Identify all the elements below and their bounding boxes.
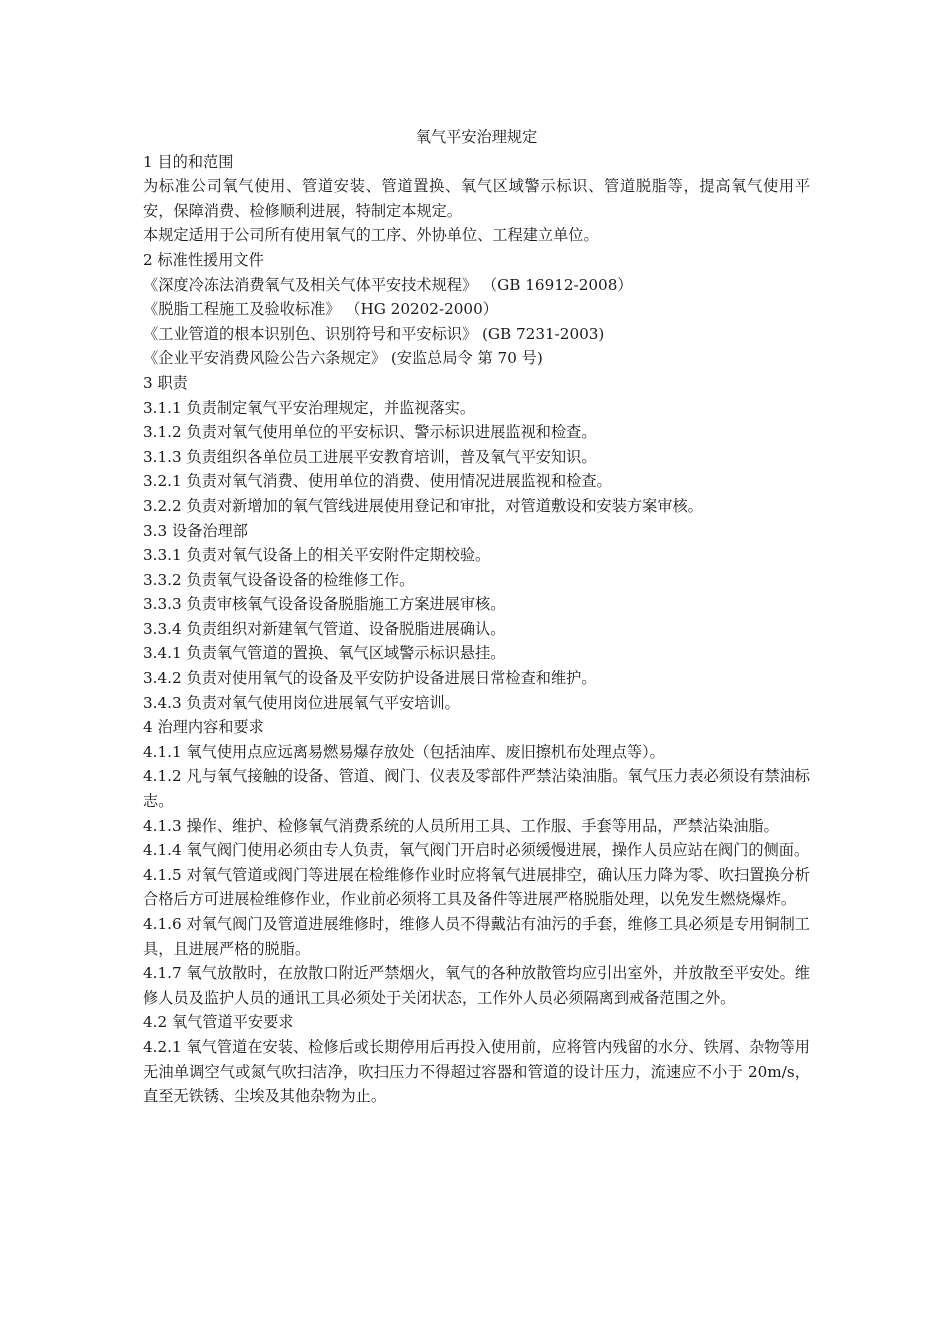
duty-item: 3.3.3 负责审核氧气设备设备脱脂施工方案进展审核。 xyxy=(143,595,506,614)
reference-item: 《企业平安消费风险公告六条规定》 (安监总局令 第 70 号) xyxy=(143,349,543,368)
document-body xyxy=(143,125,810,1109)
duty-item: 3.4.2 负责对使用氧气的设备及平安防护设备进展日常检查和维护。 xyxy=(143,669,597,688)
duty-item: 3.4.3 负责对氧气使用岗位进展氧气平安培训。 xyxy=(143,693,460,712)
duty-item: 3.3.1 负责对氧气设备上的相关平安附件定期校验。 xyxy=(143,546,491,565)
subsection-heading-equipment: 3.3 设备治理部 xyxy=(143,521,248,540)
duty-item: 3.4.1 负责氧气管道的置换、氧气区域警示标识悬挂。 xyxy=(143,644,506,663)
reference-item: 《工业管道的根本识别色、识别符号和平安标识》 (GB 7231-2003) xyxy=(143,324,605,343)
requirement-item: 4.1.3 操作、维护、检修氧气消费系统的人员所用工具、工作服、手套等用品，严禁沾染油脂。 xyxy=(143,816,779,835)
duty-item: 3.1.2 负责对氧气使用单位的平安标识、警示标识进展监视和检查。 xyxy=(143,423,597,442)
duty-item: 3.2.1 负责对氧气消费、使用单位的消费、使用情况进展监视和检查。 xyxy=(143,472,612,491)
reference-item: 《脱脂工程施工及验收标准》 （HG 20202-2000） xyxy=(143,300,498,319)
paragraph: 本规定适用于公司所有使用氧气的工序、外协单位、工程建立单位。 xyxy=(143,226,599,245)
section-heading-purpose: 1 目的和范围 xyxy=(143,152,234,171)
paragraph: 为标准公司氧气使用、管道安装、管道置换、氧气区域警示标识、管道脱脂等，提高氧气使用平安，保障消费、检修顺利进展，特制定本规定。 xyxy=(143,177,810,220)
requirement-item: 4.1.2 凡与氧气接触的设备、管道、阀门、仪表及零部件严禁沾染油脂。氧气压力表必须设有禁油标志。 xyxy=(143,767,810,811)
reference-item: 《深度冷冻法消费氧气及相关气体平安技术规程》 （GB 16912-2008） xyxy=(143,275,633,294)
requirement-item: 4.1.7 氧气放散时，在放散口附近严禁烟火，氧气的各种放散管均应引出室外，并放散至平安处。维修人员及监护人员的通讯工具必须处于关闭状态，工作外人员必须隔离到戒备范围之外。 xyxy=(143,964,810,1007)
section-heading-requirements: 4 治理内容和要求 xyxy=(143,718,264,737)
requirement-item: 4.1.1 氧气使用点应远离易燃易爆存放处（包括油库、废旧擦机布处理点等）。 xyxy=(143,742,665,761)
duty-item: 3.3.4 负责组织对新建氧气管道、设备脱脂进展确认。 xyxy=(143,619,506,638)
duty-item: 3.1.1 负责制定氧气平安治理规定，并监视落实。 xyxy=(143,398,476,417)
duty-item: 3.2.2 负责对新增加的氧气管线进展使用登记和审批，对管道敷设和安装方案审核。 xyxy=(143,496,703,515)
subsection-heading-pipeline: 4.2 氧气管道平安要求 xyxy=(143,1013,294,1032)
requirement-item: 4.1.5 对氧气管道或阀门等进展在检维修作业时应将氧气进展排空，确认压力降为零、吹扫置换分析合格后方可进展检维修作业，作业前必须将工具及备件等进展严格脱脂处理，以免发生燃烧爆炸。 xyxy=(143,865,810,909)
document-title: 氧气平安治理规定 xyxy=(415,128,538,146)
requirement-item: 4.1.4 氧气阀门使用必须由专人负责，氧气阀门开启时必须缓慢进展，操作人员应站在阀门的侧面。 xyxy=(143,841,810,860)
requirement-item: 4.1.6 对氧气阀门及管道进展维修时，维修人员不得戴沾有油污的手套，维修工具必须是专用铜制工具，且进展严格的脱脂。 xyxy=(143,915,810,958)
section-heading-references: 2 标准性援用文件 xyxy=(143,250,264,269)
requirement-item: 4.2.1 氧气管道在安装、检修后或长期停用后再投入使用前，应将管内残留的水分、铁屑、杂物等用无油单调空气或氮气吹扫洁净，吹扫压力不得超过容器和管道的设计压力，流速应不小于 20m/s，直至无铁锈、尘埃及其他杂物为止。 xyxy=(143,1037,810,1106)
duty-item: 3.3.2 负责氧气设备设备的检维修工作。 xyxy=(143,570,415,589)
duty-item: 3.1.3 负责组织各单位员工进展平安教育培训，普及氧气平安知识。 xyxy=(143,447,597,466)
section-heading-duties: 3 职责 xyxy=(143,373,188,392)
